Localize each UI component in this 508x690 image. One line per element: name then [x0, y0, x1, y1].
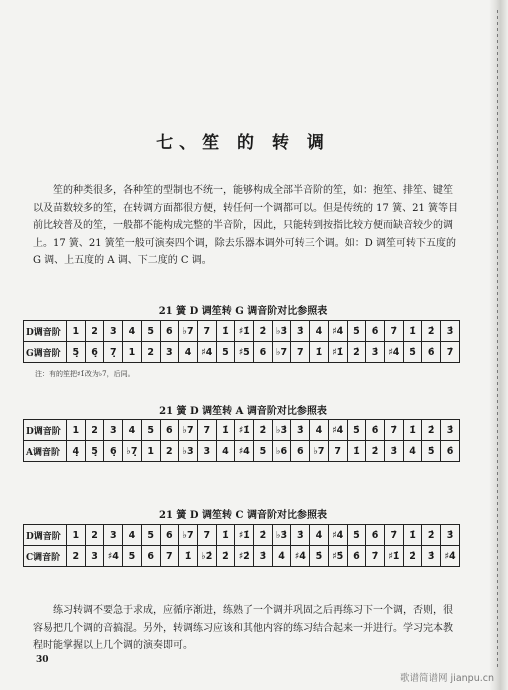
- note-cell: ♯4̇: [291, 546, 310, 567]
- note-cell: 6: [160, 420, 179, 441]
- note-cell: ♯4̇: [384, 342, 403, 363]
- note-cell: 3: [104, 420, 123, 441]
- note-cell: 2: [160, 441, 179, 462]
- note-cell: 3̇: [291, 420, 310, 441]
- note-cell: 3̇: [384, 441, 403, 462]
- note-cell: 5: [141, 321, 160, 342]
- note-cell: 1̇: [310, 342, 329, 363]
- note-cell: 2̇̇: [422, 420, 441, 441]
- table-caption-c: 21 簧 D 调笙转 C 调音阶对比参照表: [159, 510, 327, 521]
- note-cell: 6: [254, 342, 273, 363]
- note-cell: ♭3̇: [272, 321, 291, 342]
- note-cell: 1̇̇: [403, 420, 422, 441]
- note-cell: ♯1̇: [235, 321, 254, 342]
- note-cell: 5̇: [347, 321, 366, 342]
- table-footnote: 注：有的笙把♯1̇改为♭7，后同。: [35, 370, 135, 378]
- note-cell: 1̇̇: [403, 525, 422, 546]
- note-cell: ♯1̇: [235, 420, 254, 441]
- note-cell: 6̇: [366, 420, 385, 441]
- note-cell: ♯4̇: [328, 321, 347, 342]
- note-cell: 3̇: [291, 525, 310, 546]
- note-cell: 4: [179, 342, 198, 363]
- note-cell: 5: [141, 525, 160, 546]
- scale-table-c: [23, 524, 460, 567]
- note-cell: 6̇: [366, 525, 385, 546]
- site-watermark: 歌谱简谱网 jianpu.cn: [400, 673, 494, 684]
- note-cell: 3: [104, 525, 123, 546]
- note-cell: 7: [328, 441, 347, 462]
- note-cell: 6̣: [104, 441, 123, 462]
- note-cell: 2̇̇: [403, 546, 422, 567]
- note-cell: 4̇: [310, 525, 329, 546]
- row-label: A调音阶: [24, 441, 67, 462]
- note-cell: 3̇̇: [441, 420, 460, 441]
- note-cell: 5̣: [67, 342, 86, 363]
- note-cell: 4: [123, 525, 142, 546]
- note-cell: 6: [160, 321, 179, 342]
- table-caption-g: 21 簧 D 调笙转 G 调音阶对比参照表: [158, 306, 328, 317]
- note-cell: 3̇: [254, 546, 273, 567]
- note-cell: ♯1̇: [328, 342, 347, 363]
- row-label: D调音阶: [24, 321, 67, 342]
- scale-table-g: [23, 320, 460, 363]
- note-cell: 3: [104, 321, 123, 342]
- note-cell: 2̇: [254, 525, 273, 546]
- note-cell: 2̇: [347, 342, 366, 363]
- note-cell: ♭7: [179, 525, 198, 546]
- note-cell: 4̇: [310, 321, 329, 342]
- note-cell: ♯4: [197, 342, 216, 363]
- note-cell: 3̇̇: [441, 525, 460, 546]
- note-cell: 4̇: [310, 420, 329, 441]
- table-row: [24, 321, 460, 342]
- note-cell: 1: [141, 441, 160, 462]
- note-cell: ♭3̇: [272, 525, 291, 546]
- note-cell: 3: [85, 546, 104, 567]
- note-cell: 6: [291, 441, 310, 462]
- table-row: [24, 420, 460, 441]
- note-cell: 3̇: [291, 321, 310, 342]
- note-cell: 7: [160, 546, 179, 567]
- table-row: [24, 342, 460, 363]
- note-cell: 7̣: [104, 342, 123, 363]
- note-cell: ♭7: [179, 420, 198, 441]
- page-number: 30: [36, 655, 49, 665]
- note-cell: ♭3: [179, 441, 198, 462]
- note-cell: 6̇: [441, 441, 460, 462]
- note-cell: 6̇: [422, 342, 441, 363]
- note-cell: 3̇: [366, 342, 385, 363]
- note-cell: 2: [85, 525, 104, 546]
- binding-stitch-line: [497, 10, 498, 670]
- note-cell: ♭7: [179, 321, 198, 342]
- note-cell: 6̣: [85, 342, 104, 363]
- note-cell: 1̇̇: [403, 321, 422, 342]
- note-cell: 5̇: [403, 342, 422, 363]
- book-binding-edge: [489, 0, 508, 690]
- note-cell: 3̇̇: [441, 321, 460, 342]
- note-cell: 4: [216, 441, 235, 462]
- note-cell: 5̇: [347, 420, 366, 441]
- note-cell: ♯4̇̇: [441, 546, 460, 567]
- note-cell: 7̇: [441, 342, 460, 363]
- note-cell: 4̣: [67, 441, 86, 462]
- note-cell: 7: [291, 342, 310, 363]
- note-cell: 7̇: [384, 321, 403, 342]
- note-cell: 4: [123, 420, 142, 441]
- note-cell: ♯5: [235, 342, 254, 363]
- note-cell: 4̇: [272, 546, 291, 567]
- note-cell: ♯1̇: [235, 525, 254, 546]
- scale-table-a: [23, 419, 460, 462]
- note-cell: 3: [197, 441, 216, 462]
- note-cell: 5̇: [347, 525, 366, 546]
- note-cell: ♯5̇: [328, 546, 347, 567]
- note-cell: 1: [67, 420, 86, 441]
- note-cell: 2̇: [216, 546, 235, 567]
- note-cell: ♭7: [310, 441, 329, 462]
- note-cell: 1̇: [179, 546, 198, 567]
- note-cell: 4: [123, 321, 142, 342]
- intro-paragraph: 笙的种类很多，各种笙的型制也不统一，能够构成全部半音阶的笙，如：抱笙、排笙、键笙以及苗数较多的笙，在转调方面都很方便，转任何一个调都可以。但是传统的 17 簧、21 簧等目前比较普及的笙，一般都不能构成完整的半音阶，因此，只能转到按指比较方便而缺音较少的调上。17 簧、21 簧笙一般可演奏四个调，除去乐器本调外可转三个调。如：D 调笙可转下五度的 G 调、上五度的 A 调、下二度的 C 调。: [33, 185, 458, 266]
- note-cell: ♭2̇: [197, 546, 216, 567]
- note-cell: 7̇: [366, 546, 385, 567]
- note-cell: 2̇̇: [422, 525, 441, 546]
- note-cell: ♭3̇: [272, 420, 291, 441]
- row-label: C调音阶: [24, 546, 67, 567]
- note-cell: 5̇: [310, 546, 329, 567]
- note-cell: 5̣: [85, 441, 104, 462]
- note-cell: 5̇: [422, 441, 441, 462]
- note-cell: 2̇: [254, 420, 273, 441]
- note-cell: 6̇: [366, 321, 385, 342]
- note-cell: 2̇: [254, 321, 273, 342]
- note-cell: 2: [85, 321, 104, 342]
- note-cell: 5: [216, 342, 235, 363]
- note-cell: 7̇: [384, 525, 403, 546]
- note-cell: 1̇: [216, 321, 235, 342]
- note-cell: 3̇̇: [422, 546, 441, 567]
- note-cell: 1: [67, 321, 86, 342]
- note-cell: 7: [197, 321, 216, 342]
- note-cell: 2: [85, 420, 104, 441]
- note-cell: 6: [160, 525, 179, 546]
- row-label: D调音阶: [24, 525, 67, 546]
- table-row: [24, 525, 460, 546]
- note-cell: 5: [254, 441, 273, 462]
- chapter-title: 七、笙 的 转 调: [156, 133, 330, 153]
- note-cell: 1: [123, 342, 142, 363]
- note-cell: 1: [67, 525, 86, 546]
- note-cell: 4̇: [403, 441, 422, 462]
- note-cell: ♯4: [104, 546, 123, 567]
- note-cell: 6̇: [347, 546, 366, 567]
- note-cell: ♯4̇: [328, 525, 347, 546]
- row-label: G调音阶: [24, 342, 67, 363]
- note-cell: ♭6: [272, 441, 291, 462]
- table-row: [24, 441, 460, 462]
- note-cell: 2: [141, 342, 160, 363]
- note-cell: 2̇: [366, 441, 385, 462]
- row-label: D调音阶: [24, 420, 67, 441]
- note-cell: ♯2̇: [235, 546, 254, 567]
- note-cell: 2̇̇: [422, 321, 441, 342]
- closing-paragraph: 练习转调不要急于求成，应循序渐进，练熟了一个调并巩固之后再练习下一个调，否则，很容易把几个调的音搞混。另外，转调练习应该和其他内容的练习结合起来一并进行。学习完本教程时能掌握以上几个调的演奏即可。: [33, 605, 453, 651]
- table-row: [24, 546, 460, 567]
- note-cell: ♯4: [235, 441, 254, 462]
- note-cell: 1̇: [347, 441, 366, 462]
- note-cell: 1̇: [216, 420, 235, 441]
- note-cell: 7: [197, 420, 216, 441]
- note-cell: ♭7: [272, 342, 291, 363]
- table-caption-a: 21 簧 D 调笙转 A 调音阶对比参照表: [159, 406, 327, 417]
- note-cell: 3: [160, 342, 179, 363]
- note-cell: 5: [141, 420, 160, 441]
- note-cell: 7: [197, 525, 216, 546]
- note-cell: 6: [141, 546, 160, 567]
- note-cell: 1̇: [216, 525, 235, 546]
- note-cell: ♭7̣: [123, 441, 142, 462]
- note-cell: ♯1̇̇: [384, 546, 403, 567]
- note-cell: 2: [67, 546, 86, 567]
- note-cell: 7̇: [384, 420, 403, 441]
- note-cell: ♯4̇: [328, 420, 347, 441]
- note-cell: 5: [123, 546, 142, 567]
